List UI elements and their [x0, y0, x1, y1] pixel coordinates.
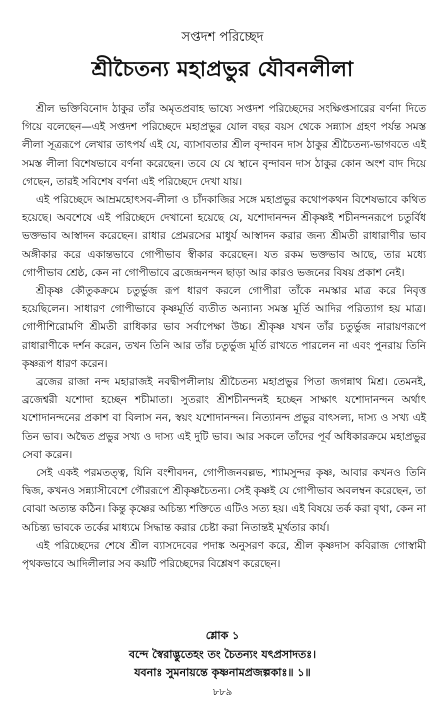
verse-line: বন্দে স্বৈরাদ্ভুতেহং তং চৈতন্যং যৎপ্রসাদতঃ।: [128, 648, 317, 661]
paragraph: শ্রীকৃষ্ণ কৌতুকক্রমে চতুর্ভুজ রূপ ধারণ করলে গোপীরা তাঁকে নমস্কার মাত্র করে নিবৃত্ত হয়েছিলেন। সাধারণ গোপীভাবে কৃষ্ণমূর্তি ব্যতীত অন্যান্য সমস্ত মূর্তি আদির পরিত্যাগ হয় মাত্র। গোপীশিরোমণি শ্রীমতী রাধিকার ভাব সর্বাপেক্ষা উচ্চ। শ্রীকৃষ্ণ যখন তাঁর চতুর্ভুজ নারায়ণরূপে রাধারাণীকে দর্শন করেন, তখন তিনি আর তাঁর চতুর্ভুজ মূর্তি রাখতে পারলেন না এবং পুনরায় তিনি কৃষ্ণরূপ ধারণ করেন।: [22, 285, 426, 370]
paragraph: এই পরিচ্ছেদের শেষে শ্রীল ব্যাসদেবের পদাঙ্ক অনুসরণ করে, শ্রীল কৃষ্ণদাস কবিরাজ গোস্বামী পৃথকভাবে আদিলীলার সব কয়টি পরিচ্ছেদের বিশ্লেষণ করেছেন।: [22, 539, 426, 571]
paragraph: সেই একই পরমতত্ত্ব, যিনি বংশীবদন, গোপীজনবল্লভ, শ্যামসুন্দর কৃষ্ণ, আবার কখনও তিনি দ্বিজ, কখনও সন্ন্যাসীবেশে গৌররূপে শ্রীকৃষ্ণচৈতন্য। সেই কৃষ্ণই যে গোপীভাব অবলম্বন করেছেন, তা বোঝা অত্যন্ত কঠিন। কিন্তু কৃষ্ণের অচিন্ত্য শক্তিতে এটিও সত্য হয়। এই বিষয়ে তর্ক করা বৃথা, কেন না অচিন্ত্য ভাবকে তর্কের মাধ্যমে সিদ্ধান্ত করার চেষ্টা করা নিতান্তই মূর্খতার কার্য।: [22, 467, 426, 534]
paragraph: ব্রজের রাজা নন্দ মহারাজই নবদ্বীপলীলায় শ্রীচৈতন্য মহাপ্রভুর পিতা জগন্নাথ মিশ্র। তেমনই, ব্রজেশ্বরী যশোদা হচ্ছেন শচীমাতা। সুতরাং শ্রীশচীনন্দনই হচ্ছেন সাক্ষাৎ যশোদানন্দন অর্থাৎ যশোদানন্দনের প্রকাশ বা বিলাস নন, স্বয়ং যশোদানন্দন। নিত্যানন্দ প্রভুর বাৎসল্য, দাস্য ও সখ্য এই তিন ভাব। অদ্বৈত প্রভুর সখ্য ও দাস্য এই দুটি ভাব। আর সকলে তাঁদের পূর্ব অধিকারক্রমে মহাপ্রভুর সেবা করেন।: [22, 376, 426, 461]
paragraph: শ্রীল ভক্তিবিনোদ ঠাকুর তাঁর অমৃতপ্রবাহ ভাষ্যে সপ্তদশ পরিচ্ছেদের সংক্ষিপ্তসারের বর্ণনা দিতে গিয়ে বলেছেন—এই সপ্তদশ পরিচ্ছেদে মহাপ্রভুর যোল বছর বয়স থেকে সন্ন্যাস গ্রহণ পর্যন্ত সমস্ত লীলা সূত্ররূপে লেখার তাৎপর্য এই যে, ব্যাসাবতার শ্রীল বৃন্দাবন দাস ঠাকুর শ্রীচৈতন্য-ভাগবতে এই সমস্ত লীলা বিশেষভাবে বর্ণনা করেছেন। তবে যে যে স্থানে বৃন্দাবন দাস ঠাকুর কোন অংশ বাদ দিয়ে গেছেন, তারই সবিশেষ বর্ণনা এই পরিচ্ছেদে দেখা যায়।: [22, 103, 426, 188]
paragraph: এই পরিচ্ছেদে আম্রমহোৎসব-লীলা ও চাঁদকাজির সঙ্গে মহাপ্রভুর কথোপকথন বিশেষভাবে কথিত হয়েছে। অবশেষে এই পরিচ্ছেদে দেখানো হয়েছে যে, যশোদানন্দন শ্রীকৃষ্ণই শচীনন্দনরূপে চতুর্বিধ ভক্তভাব আস্বাদন করেছেন। রাধার প্রেমরসের মাধুর্য আস্বাদন করার জন্য শ্রীমতী রাধারাণীর ভাব অঙ্গীকার করে একান্তভাবে গোপীভাব স্বীকার করেছেন। যত রকম ভক্তভাব আছে, তার মধ্যে গোপীভাব শ্রেষ্ঠ, কেন না গোপীভাবে ব্রজেন্দ্রনন্দন ছাড়া আর কারও ভজনের বিষয় প্রকাশ নেই।: [22, 194, 426, 279]
verse-heading: শ্লোক ১: [205, 629, 240, 642]
page-number: ৮৮৯: [212, 687, 233, 698]
verse-line: যবনাঃ সুমনায়ন্তে কৃষ্ণনামপ্রজল্পকাঃ॥ ১॥: [134, 666, 311, 679]
chapter-title: শ্রীচৈতন্য মহাপ্রভুর যৌবনলীলা: [91, 57, 354, 81]
chapter-label: সপ্তদশ পরিচ্ছেদ: [181, 30, 264, 45]
chapter-summary: [22, 100, 426, 573]
